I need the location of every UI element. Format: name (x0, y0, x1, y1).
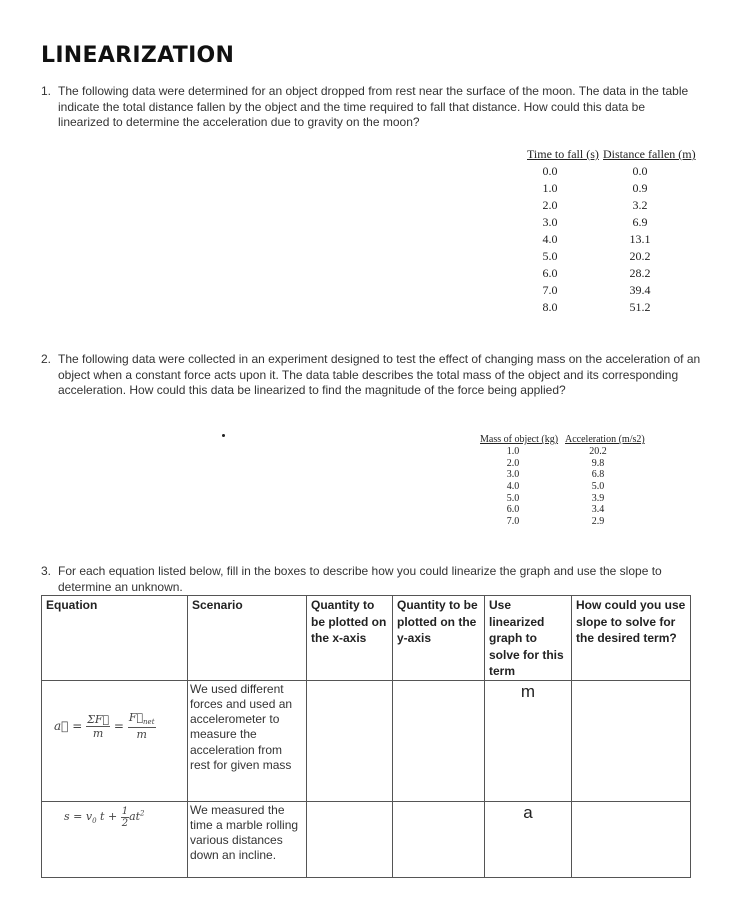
table2-mass-value: 4.0 (506, 481, 520, 493)
header-x-axis: Quantity to be plotted on the x-axis (307, 596, 393, 681)
table1-time-value: 4.0 (542, 232, 558, 246)
table2-acceleration-value: 3.4 (591, 504, 605, 516)
x-axis-input-cell[interactable] (307, 801, 393, 877)
page-title: LINEARIZATION (41, 43, 235, 68)
header-equation: Equation (42, 596, 188, 681)
equation-kinematics: $s = v_0$ t + $\frac{1}{2}$ $at^2$ (42, 801, 188, 877)
table1-distance-value: 51.2 (629, 300, 651, 314)
table1-time-value: 0.0 (542, 164, 558, 178)
slope-method-input-cell[interactable] (572, 801, 691, 877)
table-row (42, 680, 691, 801)
table2-mass-value: 3.0 (506, 469, 520, 481)
table1-time-value: 7.0 (542, 283, 558, 297)
question-1-text: The following data were determined for an object dropped from rest near the surface of the moon. The data in the table indicate the total distance fallen by the object and the time required to fall that distance. How could this data be linearized to determine the acceleration due to gravity on the moon? (58, 84, 689, 129)
table-header-row (42, 596, 691, 681)
table2-acceleration-value: 3.9 (591, 492, 605, 504)
table1-distance-value: 13.1 (629, 232, 651, 246)
linearization-table (41, 595, 691, 878)
question-1 (41, 84, 691, 131)
table2-acceleration-value: 20.2 (589, 446, 607, 457)
table1-time-value: 5.0 (542, 249, 558, 263)
table2-mass-value: 5.0 (506, 492, 520, 504)
question-1-number: 1. (41, 84, 52, 98)
question-3-text: For each equation listed below, fill in the boxes to describe how you could linearize the graph and use the slope to determine an unknown. (58, 564, 662, 594)
y-axis-input-cell[interactable] (393, 801, 485, 877)
table1-time-value: 1.0 (542, 181, 558, 195)
question-2 (41, 352, 711, 399)
slope-method-input-cell[interactable] (572, 680, 691, 801)
header-slope-method: How could you use slope to solve for the desired term? (572, 596, 691, 681)
table1-header-distance: Distance fallen (m) (603, 147, 696, 161)
table1-distance-value: 6.9 (632, 215, 648, 229)
question-2-text: The following data were collected in an experiment designed to test the effect of changing mass on the acceleration of an object when a constant force acts upon it. The data table describes the total mass of the object and its corresponding acceleration. How could this data be linearized to find the magnitude of the force being applied? (58, 352, 701, 397)
table1-time-value: 2.0 (542, 198, 558, 212)
header-y-axis: Quantity to be plotted on the y-axis (393, 596, 485, 681)
table1-time-value: 3.0 (542, 215, 558, 229)
question-3 (41, 564, 711, 595)
table2-acceleration-column (584, 446, 612, 528)
header-solve-term: Use linearized graph to solve for this term (485, 596, 572, 681)
table-row (42, 801, 691, 877)
table1-header-time: Time to fall (s) (527, 147, 599, 161)
header-scenario: Scenario (188, 596, 307, 681)
y-axis-input-cell[interactable] (393, 680, 485, 801)
table1-distance-value: 0.9 (632, 181, 648, 195)
table2-mass-value: 7.0 (506, 516, 520, 528)
table2-header-acceleration: Acceleration (m/s2) (565, 434, 645, 445)
table2-acceleration-value: 5.0 (591, 481, 605, 493)
table1-distance-value: 39.4 (629, 283, 651, 297)
table1-distance-column (622, 163, 658, 316)
table1-distance-value: 28.2 (629, 266, 651, 280)
x-axis-input-cell[interactable] (307, 680, 393, 801)
table1-time-value: 8.0 (542, 300, 558, 314)
stray-dot (222, 434, 225, 437)
table1-distance-value: 3.2 (632, 198, 648, 212)
scenario-text: We measured the time a marble rolling various distances down an incline. (188, 801, 307, 877)
table1-distance-value: 0.0 (632, 164, 648, 178)
table2-mass-column (499, 446, 527, 528)
table2-mass-value: 6.0 (506, 504, 520, 516)
table2-acceleration-value: 6.8 (591, 469, 605, 481)
table1-distance-value: 20.2 (629, 249, 651, 263)
solve-for-term: a (485, 801, 572, 877)
table2-header-mass: Mass of object (kg) (480, 434, 559, 445)
table1-time-value: 6.0 (542, 266, 558, 280)
table2-mass-value: 1.0 (506, 446, 520, 457)
table2-acceleration-value: 2.9 (591, 516, 605, 528)
table1-time-column (532, 163, 568, 316)
equation-newton-second-law: a⃗ = $\frac{\Sigma F⃗}{m}$ = $\frac{F⃗_{net}}{m}$ (42, 680, 188, 801)
scenario-text: We used different forces and used an accelerometer to measure the acceleration from rest for given mass (188, 680, 307, 801)
solve-for-term: m (485, 680, 572, 801)
table2-acceleration-value: 9.8 (591, 457, 605, 469)
question-3-number: 3. (41, 564, 52, 578)
question-2-number: 2. (41, 352, 52, 366)
table2-mass-value: 2.0 (506, 457, 520, 469)
